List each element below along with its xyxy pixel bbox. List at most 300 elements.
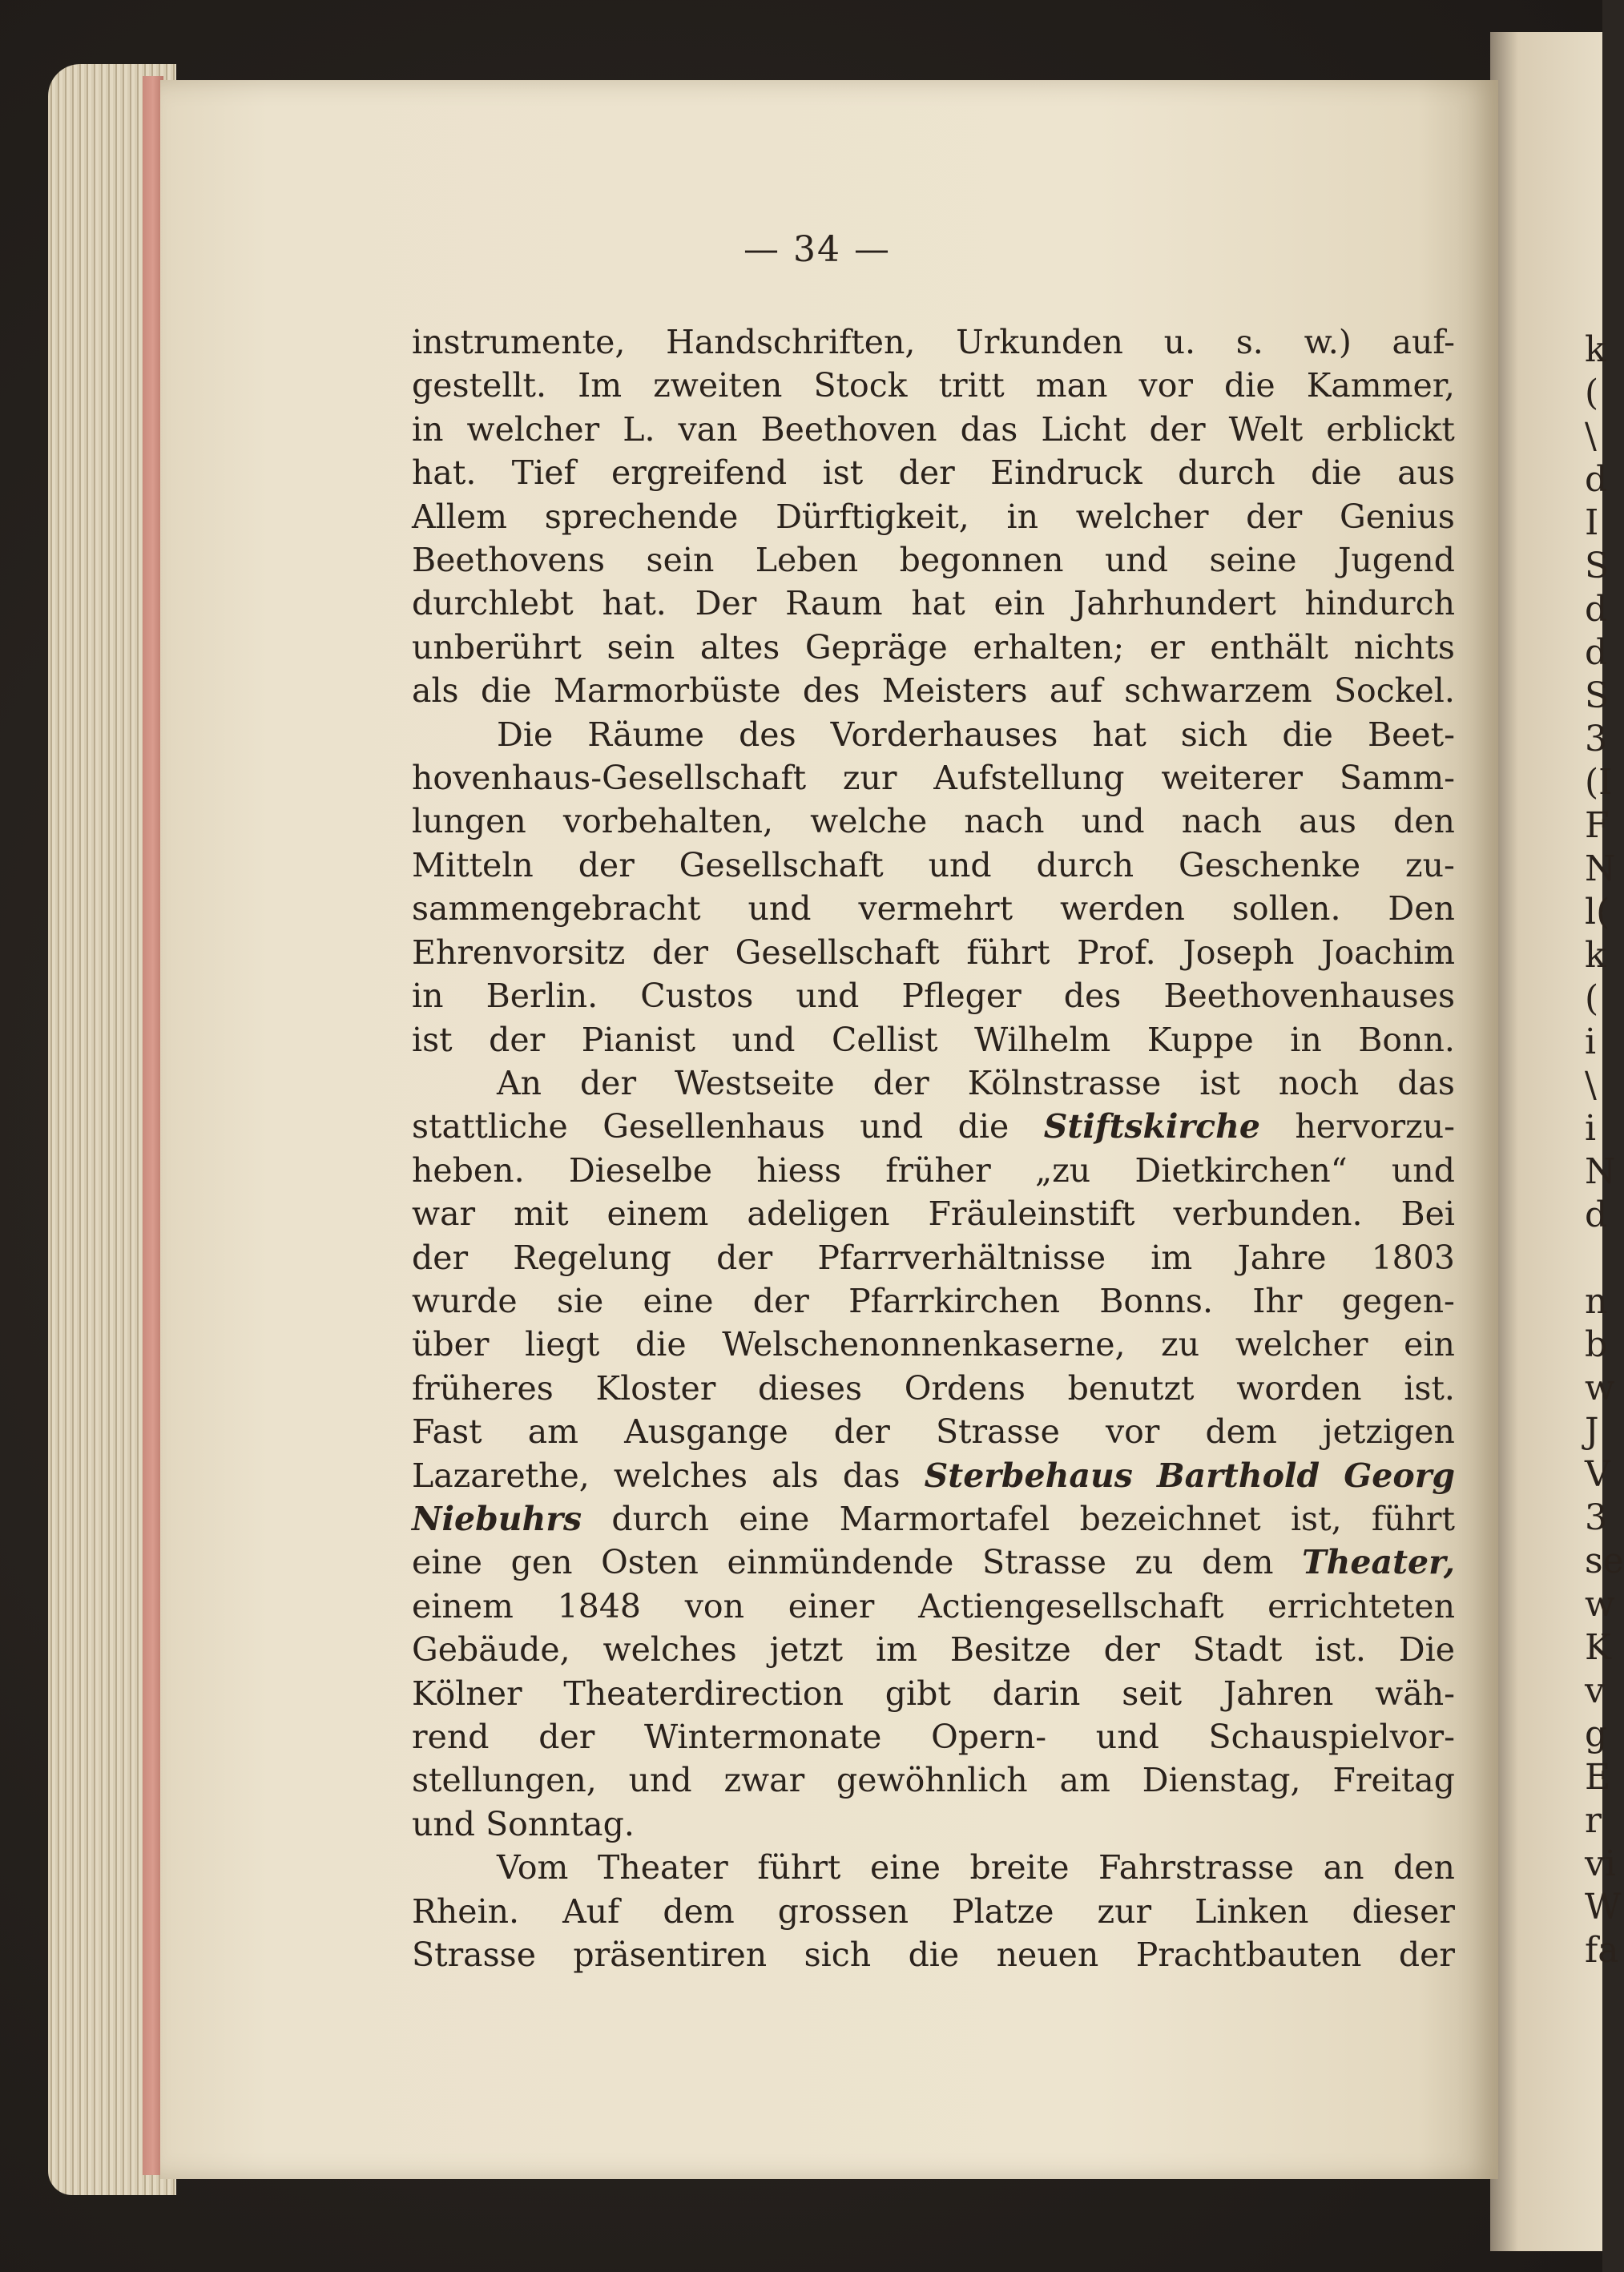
- word: dieses: [758, 1368, 863, 1408]
- word: einem: [606, 1194, 709, 1234]
- text-line: [412, 713, 1455, 756]
- word: der: [578, 845, 635, 884]
- word: das: [960, 409, 1018, 449]
- word: einer: [788, 1586, 875, 1625]
- word: hat.: [412, 453, 477, 493]
- text-line: [412, 800, 1455, 843]
- text-line: [412, 1628, 1455, 1671]
- text-line: [412, 756, 1455, 800]
- word: Vorderhauses: [830, 715, 1058, 754]
- word: am: [1059, 1761, 1110, 1800]
- word: führt: [757, 1848, 841, 1887]
- text-line: [412, 1105, 1455, 1148]
- word: und: [1081, 802, 1145, 841]
- word: heben.: [412, 1150, 525, 1190]
- word: ergreifend: [611, 453, 788, 493]
- word: wurde: [412, 1281, 518, 1320]
- word: führt: [966, 933, 1050, 972]
- word: Theaterdirection: [563, 1674, 844, 1713]
- text-line: [412, 1497, 1455, 1541]
- word: und: [1095, 1718, 1159, 1756]
- word: Marmortafel: [839, 1499, 1050, 1538]
- word: stattliche: [412, 1107, 568, 1146]
- emphasized-word: Sterbehaus: [924, 1456, 1133, 1495]
- word: Gesellschaft: [679, 845, 884, 884]
- word: in: [1290, 1020, 1322, 1059]
- word: die: [908, 1936, 960, 1975]
- text-line: [412, 1279, 1455, 1323]
- word: Pianist: [581, 1020, 695, 1059]
- word: w.): [1304, 323, 1352, 361]
- word: Bonn.: [1358, 1020, 1455, 1059]
- word: An: [497, 1063, 542, 1102]
- emphasized-word: Barthold: [1157, 1456, 1320, 1495]
- text-line: [412, 1803, 1455, 1846]
- word: Geschenke: [1178, 845, 1361, 884]
- word: Westseite: [674, 1063, 835, 1102]
- word: jetzigen: [1322, 1412, 1455, 1452]
- word: die: [957, 1107, 1009, 1146]
- word: grossen: [777, 1891, 909, 1931]
- word: Sockel.: [1333, 671, 1455, 711]
- word: adeligen: [747, 1194, 890, 1234]
- word: hiess: [756, 1150, 842, 1190]
- word: und: [928, 845, 992, 884]
- word: ein: [1404, 1325, 1455, 1364]
- word: gen: [510, 1543, 573, 1582]
- word: hervorzu-: [1295, 1107, 1455, 1146]
- word: der: [651, 933, 709, 972]
- word: zur: [842, 759, 897, 798]
- word: welcher: [466, 409, 600, 449]
- word: benutzt: [1067, 1368, 1195, 1408]
- word: die: [1311, 453, 1362, 493]
- word: im: [875, 1630, 917, 1670]
- word: worden: [1236, 1368, 1362, 1408]
- word: und: [748, 889, 812, 929]
- word: Linken: [1195, 1891, 1309, 1931]
- word: Jahre: [1237, 1238, 1327, 1277]
- word: Meisters: [881, 671, 1028, 711]
- word: Kloster: [595, 1368, 716, 1408]
- word: und: [1104, 541, 1169, 580]
- word: errichteten: [1267, 1586, 1455, 1625]
- word: Licht: [1041, 409, 1126, 449]
- word: bezeichnet: [1079, 1499, 1261, 1538]
- word: Urkunden: [956, 323, 1123, 361]
- text-line: [412, 451, 1455, 494]
- word: dem: [1202, 1543, 1274, 1582]
- word: der: [872, 1063, 929, 1102]
- word: die: [1224, 366, 1275, 405]
- word: und: [731, 1020, 796, 1059]
- word: Dürftigkeit,: [776, 497, 969, 536]
- word: Auf: [562, 1891, 620, 1931]
- word: gegen-: [1341, 1281, 1455, 1320]
- word: Custos: [640, 977, 754, 1016]
- text-line: [412, 1541, 1455, 1584]
- word: der: [716, 1238, 773, 1277]
- word: Lazarethe,: [412, 1456, 590, 1495]
- word: unberührt: [412, 627, 582, 667]
- word: der: [1149, 409, 1206, 449]
- word: durchlebt: [412, 584, 574, 623]
- word: und: [796, 977, 860, 1016]
- text-line: [412, 931, 1455, 974]
- word: Marmorbüste: [553, 671, 781, 711]
- word: aus: [1397, 453, 1455, 493]
- word: Regelung: [513, 1238, 672, 1277]
- word: darin: [992, 1674, 1081, 1713]
- word: Allem: [412, 497, 507, 536]
- word: mit: [514, 1194, 569, 1234]
- word: Die: [497, 715, 554, 754]
- word: werden: [1060, 889, 1185, 929]
- word: eine: [412, 1543, 483, 1582]
- word: seine: [1209, 541, 1297, 580]
- word: zu: [1134, 1543, 1174, 1582]
- word: war: [412, 1194, 476, 1234]
- word: Opern-: [931, 1718, 1047, 1756]
- word: welcher: [1075, 497, 1209, 536]
- word: welcher: [1235, 1325, 1368, 1364]
- word: zweiten: [653, 366, 783, 405]
- word: durch: [1036, 845, 1134, 884]
- word: den: [1393, 802, 1455, 841]
- word: Prof.: [1077, 933, 1156, 972]
- word: vor: [1105, 1412, 1160, 1452]
- word: Actiengesellschaft: [918, 1586, 1224, 1625]
- word: Strasse: [935, 1412, 1060, 1452]
- text-line: [412, 1672, 1455, 1715]
- text-line: [412, 974, 1455, 1017]
- text-line: [412, 626, 1455, 669]
- word: Ausgange: [624, 1412, 788, 1452]
- word: „zu: [1034, 1150, 1091, 1190]
- word: Den: [1388, 889, 1455, 929]
- text-line: [412, 538, 1455, 582]
- text-line: [412, 1367, 1455, 1410]
- text-line: [412, 582, 1455, 625]
- word: und: [860, 1107, 924, 1146]
- word: der: [1103, 1630, 1160, 1670]
- word: der: [579, 1063, 637, 1102]
- word: Schauspielvor-: [1208, 1718, 1455, 1756]
- word: Handschriften,: [666, 323, 916, 361]
- text-line: [412, 320, 1455, 364]
- text-line: [412, 1149, 1455, 1192]
- word: gestellt.: [412, 366, 547, 405]
- text-line: [412, 1192, 1455, 1235]
- word: Jahren: [1223, 1674, 1334, 1713]
- word: zur: [1097, 1891, 1152, 1931]
- word: als: [412, 671, 459, 711]
- word: 1848: [557, 1586, 641, 1625]
- emphasized-word: Theater,: [1302, 1543, 1455, 1582]
- word: von: [684, 1586, 744, 1625]
- word: Wintermonate: [644, 1718, 882, 1756]
- word: an: [1323, 1848, 1364, 1887]
- word: Leben: [755, 541, 859, 580]
- word: am: [527, 1412, 579, 1452]
- text-line: [412, 1758, 1455, 1802]
- word: eine: [643, 1281, 714, 1320]
- word: neuen: [996, 1936, 1099, 1975]
- word: Strasse: [982, 1543, 1106, 1582]
- word: Stadt: [1192, 1630, 1283, 1670]
- word: Samm-: [1339, 759, 1455, 798]
- word: dieser: [1352, 1891, 1455, 1931]
- word: er: [1149, 627, 1185, 667]
- word: dem: [663, 1891, 735, 1931]
- word: Kammer,: [1306, 366, 1455, 405]
- word: im: [1151, 1238, 1193, 1277]
- word: Bei: [1400, 1194, 1455, 1234]
- word: der: [1246, 497, 1303, 536]
- word: vermehrt: [858, 889, 1013, 929]
- word: Pfleger: [901, 977, 1022, 1016]
- word: Tief: [511, 453, 576, 493]
- word: gibt: [885, 1674, 951, 1713]
- word: nichts: [1353, 627, 1455, 667]
- word: die: [480, 671, 532, 711]
- word: Freitag: [1332, 1761, 1455, 1800]
- word: Cellist: [832, 1020, 938, 1059]
- word: sich: [1180, 715, 1248, 754]
- word: Kuppe: [1146, 1020, 1254, 1059]
- word: weiterer: [1161, 759, 1304, 798]
- word: Beet-: [1367, 715, 1455, 754]
- word: hovenhaus-Gesellschaft: [412, 759, 807, 798]
- word: als: [772, 1456, 819, 1495]
- word: Der: [695, 584, 757, 623]
- text-line: [412, 1454, 1455, 1497]
- word: Ihr: [1252, 1281, 1303, 1320]
- word: Joseph: [1183, 933, 1295, 972]
- word: vor: [1138, 366, 1193, 405]
- text-line: [412, 364, 1455, 407]
- text-line: [412, 1933, 1455, 1976]
- word: Strasse: [412, 1936, 536, 1975]
- word: s.: [1235, 323, 1263, 361]
- word: der: [1398, 1936, 1455, 1975]
- text-line: [412, 887, 1455, 930]
- word: Jahrhundert: [1074, 584, 1276, 623]
- emphasized-word: Georg: [1344, 1456, 1455, 1495]
- word: Dienstag,: [1142, 1761, 1301, 1800]
- word: Gebäude,: [412, 1630, 570, 1670]
- word: Stock: [813, 366, 908, 405]
- word: rend: [412, 1718, 490, 1756]
- word: enthält: [1210, 627, 1328, 667]
- word: Aufstellung: [933, 759, 1125, 798]
- word: jetzt: [769, 1630, 844, 1670]
- word: Platze: [952, 1891, 1054, 1931]
- word: ist: [1199, 1063, 1240, 1102]
- word: Ordens: [904, 1368, 1026, 1408]
- word: Besitze: [949, 1630, 1071, 1670]
- word: Wilhelm: [974, 1020, 1111, 1059]
- text-line: [412, 669, 1455, 712]
- body-text: [412, 320, 1455, 1976]
- word: eine: [739, 1499, 810, 1538]
- word: Theater: [597, 1848, 728, 1887]
- word: Kölnstrasse: [967, 1063, 1162, 1102]
- next-page-letters: k ( \ d I S d d S 3 (I F N l( k ( i \ i N d n b w J V 3 se w K v g E r vi W fa: [1585, 329, 1624, 1971]
- word: das: [1397, 1063, 1455, 1102]
- text-line: [412, 1323, 1455, 1366]
- word: führt: [1371, 1499, 1455, 1538]
- word: Jugend: [1337, 541, 1455, 580]
- word: hat: [1092, 715, 1146, 754]
- word: sprechende: [544, 497, 739, 536]
- text-line: [412, 1410, 1455, 1453]
- word: in: [412, 977, 444, 1016]
- emphasized-word: Stiftskirche: [1043, 1107, 1260, 1146]
- word: Im: [578, 366, 623, 405]
- word: die: [1282, 715, 1333, 754]
- word: eine: [869, 1848, 941, 1887]
- word: noch: [1278, 1063, 1360, 1102]
- word: der: [489, 1020, 546, 1059]
- word: zu: [1161, 1325, 1200, 1364]
- word: Vom: [497, 1848, 569, 1887]
- word: nach: [1181, 802, 1262, 841]
- word: L.: [623, 409, 655, 449]
- word: aus: [1299, 802, 1356, 841]
- word: Rhein.: [412, 1891, 520, 1931]
- word: instrumente,: [412, 323, 626, 361]
- word: begonnen: [899, 541, 1064, 580]
- word: Dietkirchen“: [1134, 1150, 1348, 1190]
- word: der: [412, 1238, 469, 1277]
- word: sammengebracht: [412, 889, 701, 929]
- text-line: [412, 1018, 1455, 1061]
- text-line: [412, 844, 1455, 887]
- text-line: [412, 495, 1455, 538]
- word: altes: [699, 627, 780, 667]
- word: Welt: [1228, 409, 1304, 449]
- text-line: [412, 1890, 1455, 1933]
- word: stellungen,: [412, 1761, 597, 1800]
- word: der: [538, 1718, 595, 1756]
- page-number: — 34 —: [743, 229, 891, 270]
- word: Ehrenvorsitz: [412, 933, 626, 972]
- word: wäh-: [1375, 1674, 1455, 1713]
- word: früheres: [412, 1368, 554, 1408]
- word: hat.: [602, 584, 667, 623]
- emphasized-word: Niebuhrs: [412, 1499, 582, 1538]
- word: und: [628, 1761, 692, 1800]
- word: Berlin.: [486, 977, 598, 1016]
- word: sein: [606, 627, 675, 667]
- word: Pfarrverhältnisse: [817, 1238, 1106, 1277]
- text-line: [412, 1061, 1455, 1105]
- word: Gepräge: [804, 627, 948, 667]
- word: welches: [613, 1456, 748, 1495]
- word: auf: [1049, 671, 1102, 711]
- word: Fräuleinstift: [928, 1194, 1135, 1234]
- word: Gesellenhaus: [602, 1107, 825, 1146]
- word: Mitteln: [412, 845, 534, 884]
- word: durch: [611, 1499, 710, 1538]
- word: Fahrstrasse: [1098, 1848, 1295, 1887]
- word: man: [1035, 366, 1108, 405]
- word: des: [1063, 977, 1122, 1016]
- word: präsentiren: [573, 1936, 768, 1975]
- word: Die: [1398, 1630, 1455, 1670]
- word: über: [412, 1325, 490, 1364]
- word: tritt: [938, 366, 1005, 405]
- word: Gesellschaft: [735, 933, 940, 972]
- word: Bonns.: [1099, 1281, 1213, 1320]
- word: hat: [911, 584, 965, 623]
- text-line: [412, 1715, 1455, 1758]
- word: und: [1391, 1150, 1455, 1190]
- word: Welschenonnenkaserne,: [722, 1325, 1126, 1364]
- text-line: [412, 1846, 1455, 1889]
- word: sollen.: [1231, 889, 1341, 929]
- word: Beethovenhauses: [1163, 977, 1455, 1016]
- text-line: [412, 1585, 1455, 1628]
- word: des: [802, 671, 860, 711]
- word: früher: [885, 1150, 991, 1190]
- word: Fast: [412, 1412, 482, 1452]
- next-page-edge: [1490, 32, 1624, 2251]
- word: den: [1393, 1848, 1455, 1887]
- word: ist: [822, 453, 864, 493]
- word: in: [412, 409, 444, 449]
- text-line: [412, 408, 1455, 451]
- word: ist: [412, 1020, 453, 1059]
- word: Joachim: [1321, 933, 1455, 972]
- word: Eindruck: [990, 453, 1142, 493]
- word: der: [833, 1412, 890, 1452]
- word: einmündende: [727, 1543, 954, 1582]
- word: ist.: [1404, 1368, 1455, 1408]
- word: Osten: [601, 1543, 699, 1582]
- word: welches: [602, 1630, 737, 1670]
- word: Beethoven: [760, 409, 937, 449]
- word: sich: [804, 1936, 872, 1975]
- word: Beethovens: [412, 541, 606, 580]
- word: Genius: [1339, 497, 1455, 536]
- word: hindurch: [1304, 584, 1455, 623]
- word: einem: [412, 1586, 514, 1625]
- word: Kölner: [412, 1674, 522, 1713]
- word: dem: [1205, 1412, 1277, 1452]
- word: erhalten;: [973, 627, 1125, 667]
- word: der: [752, 1281, 809, 1320]
- word: ist.: [1315, 1630, 1366, 1670]
- word: Räume: [587, 715, 705, 754]
- text-line: [412, 1236, 1455, 1279]
- word: die: [635, 1325, 687, 1364]
- word: verbunden.: [1173, 1194, 1363, 1234]
- word: des: [739, 715, 796, 754]
- word: zu-: [1405, 845, 1455, 884]
- word: Prachtbauten: [1135, 1936, 1362, 1975]
- word: und Sonntag.: [412, 1804, 635, 1843]
- word: das: [842, 1456, 901, 1495]
- word: ein: [993, 584, 1046, 623]
- word: breite: [969, 1848, 1070, 1887]
- word: der: [898, 453, 955, 493]
- word: schwarzem: [1124, 671, 1312, 711]
- word: van: [678, 409, 738, 449]
- word: zwar: [723, 1761, 805, 1800]
- word: liegt: [525, 1325, 600, 1364]
